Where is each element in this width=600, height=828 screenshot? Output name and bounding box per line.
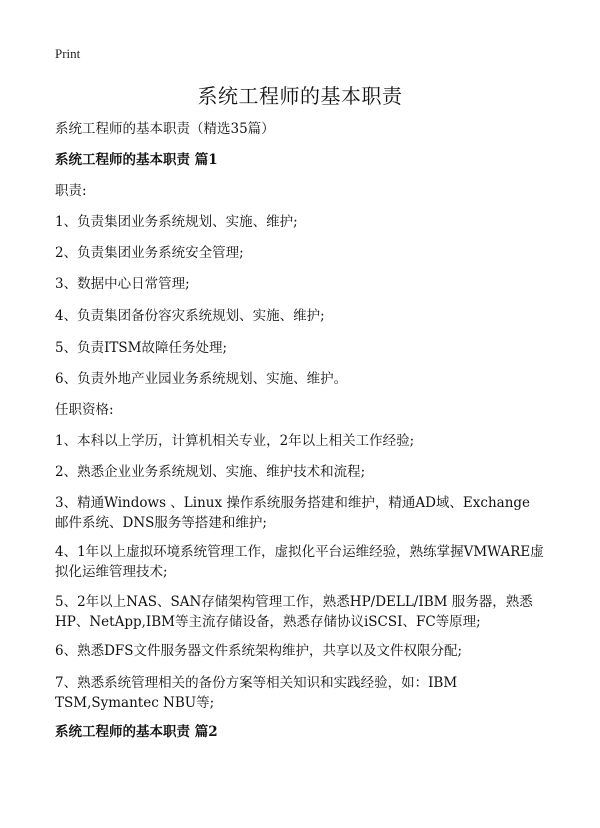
section-heading-1: 系统工程师的基本职责 篇1 (55, 152, 218, 168)
duty-item: 5、负责ITSM故障任务处理; (55, 340, 228, 356)
section-heading-2: 系统工程师的基本职责 篇2 (55, 724, 218, 740)
page-title: 系统工程师的基本职责 (197, 84, 403, 108)
duty-item: 3、数据中心日常管理; (55, 276, 190, 292)
document-subtitle: 系统工程师的基本职责（精选35篇） (55, 121, 275, 137)
qualification-item: 3、精通Windows 、Linux 操作系统服务搭建和维护，精通AD域、Exchange 邮件系统、DNS服务等搭建和维护; (55, 495, 531, 531)
qualification-item: 6、熟悉DFS文件服务器文件系统架构维护，共享以及文件权限分配; (55, 643, 463, 659)
qualification-item: 5、2年以上NAS、SAN存储架构管理工作，熟悉HP/DELL/IBM 服务器，熟悉HP、NetApp,IBM等主流存储设备，熟悉存储协议iSCSI、FC等原理; (55, 594, 533, 630)
duties-label: 职责: (55, 183, 87, 199)
duty-item: 6、负责外地产业园业务系统规划、实施、维护。 (55, 371, 348, 387)
qualification-item: 7、熟悉系统管理相关的备份方案等相关知识和实践经验，如：IBM TSM,Symantec NBU等; (55, 675, 458, 711)
qualification-item: 4、1年以上虚拟环境系统管理工作，虚拟化平台运维经验，熟练掌握VMWARE虚拟化运维管理技术; (55, 544, 544, 580)
duty-item: 1、负责集团业务系统规划、实施、维护; (55, 214, 298, 230)
duty-item: 4、负责集团备份容灾系统规划、实施、维护; (55, 308, 325, 324)
duty-item: 2、负责集团业务系统安全管理; (55, 245, 244, 261)
qualification-item: 2、熟悉企业业务系统规划、实施、维护技术和流程; (55, 464, 366, 480)
qualification-item: 1、本科以上学历，计算机相关专业，2年以上相关工作经验; (55, 433, 415, 449)
print-link[interactable]: Print (55, 46, 81, 61)
qualifications-label: 任职资格: (55, 402, 114, 418)
